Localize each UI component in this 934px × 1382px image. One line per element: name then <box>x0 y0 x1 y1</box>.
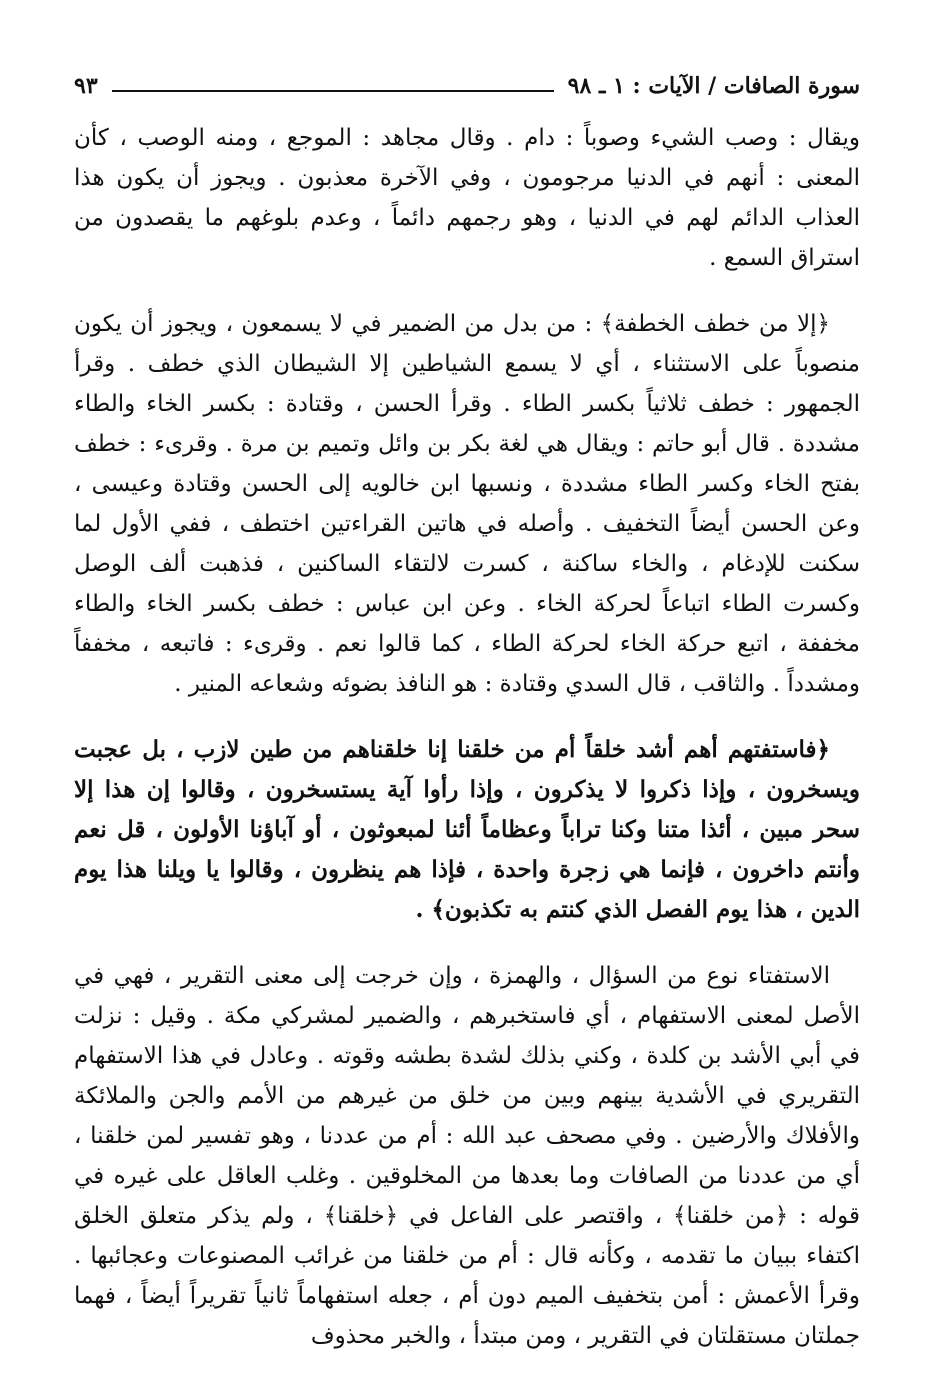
page-number: ٩٣ <box>74 73 98 99</box>
paragraph-1: ويقال : وصب الشيء وصوباً : دام . وقال مجاهد : الموجع ، ومنه الوصب ، كأن المعنى : أنهم في الدنيا مرجومون ، وفي الآخرة معذبون . ويجوز أن يكون هذا العذاب الدائم لهم في الدنيا ، وهو رجمهم دائماً ، وعدم بلوغهم ما يقصدون من استراق السمع . <box>74 125 860 271</box>
paragraph-3-quran: ﴿فاستفتهم أهم أشد خلقاً أم من خلقنا إنا خلقناهم من طين لازب ، بل عجبت ويسخرون ، وإذا ذكروا لا يذكرون ، وإذا رأوا آية يستسخرون ، وقالوا إن هذا إلا سحر مبين ، أئذا متنا وكنا تراباً وعظاماً أئنا لمبعوثون ، أو آباؤنا الأولون ، قل نعم وأنتم داخرون ، فإنما هي زجرة واحدة ، فإذا هم ينظرون ، وقالوا يا ويلنا هذا يوم الدين ، هذا يوم الفصل الذي كنتم به تكذبون﴾ . <box>74 736 860 923</box>
paragraph-2: ﴿إلا من خطف الخطفة﴾ : من بدل من الضمير في لا يسمعون ، ويجوز أن يكون منصوباً على الاستثناء ، أي لا يسمع الشياطين إلا الشيطان الذي خطف . وقرأ الجمهور : خطف ثلاثياً بكسر الطاء . وقرأ الحسن ، وقتادة : بكسر الخاء والطاء مشددة . قال أبو حاتم : ويقال هي لغة بكر بن وائل وتميم بن مرة . وقرىء : خطف بفتح الخاء وكسر الطاء مشددة ، ونسبها ابن خالويه إلى الحسن وقتادة وعيسى ، وعن الحسن أيضاً التخفيف . وأصله في هاتين القراءتين اختطف ، ففي الأول لما سكنت للإدغام ، والخاء ساكنة ، كسرت لالتقاء الساكنين ، فذهبت ألف الوصل وكسرت الطاء اتباعاً لحركة الخاء . وعن ابن عباس : خطف بكسر الخاء والطاء مخففة ، اتبع حركة الخاء لحركة الطاء ، كما قالوا نعم . وقرىء : فاتبعه ، مخففاً ومشدداً . والثاقب ، قال السدي وقتادة : هو النافذ بضوئه وشعاعه المنير . <box>74 311 860 697</box>
page-body <box>74 118 860 1382</box>
paragraph-4: الاستفتاء نوع من السؤال ، والهمزة ، وإن خرجت إلى معنى التقرير ، فهي في الأصل لمعنى الاستفهام ، أي فاستخبرهم ، والضمير لمشركي مكة . وقيل : نزلت في أبي الأشد بن كلدة ، وكني بذلك لشدة بطشه وقوته . وعادل في هذا الاستفهام التقريري في الأشدية بينهم وبين من خلق من غيرهم من الأمم والجن والملائكة والأفلاك والأرضين . وفي مصحف عبد الله : أم من عددنا ، وهو تفسير لمن خلقنا ، أي من عددنا من الصافات وما بعدها من المخلوقين . وغلب العاقل على غيره في قوله : ﴿من خلقنا﴾ ، واقتصر على الفاعل في ﴿خلقنا﴾ ، ولم يذكر متعلق الخلق اكتفاء ببيان ما تقدمه ، وكأنه قال : أم من خلقنا من غرائب المصنوعات وعجائبها . وقرأ الأعمش : أمن بتخفيف الميم دون أم ، جعله استفهاماً ثانياً تقريراً أيضاً ، فهما جملتان مستقلتان في التقرير ، ومن مبتدأ ، والخبر محذوف <box>74 963 860 1349</box>
running-title: سورة الصافات / الآيات : ١ ـ ٩٨ <box>567 73 860 99</box>
header-rule <box>112 90 554 92</box>
page-header <box>74 66 860 106</box>
